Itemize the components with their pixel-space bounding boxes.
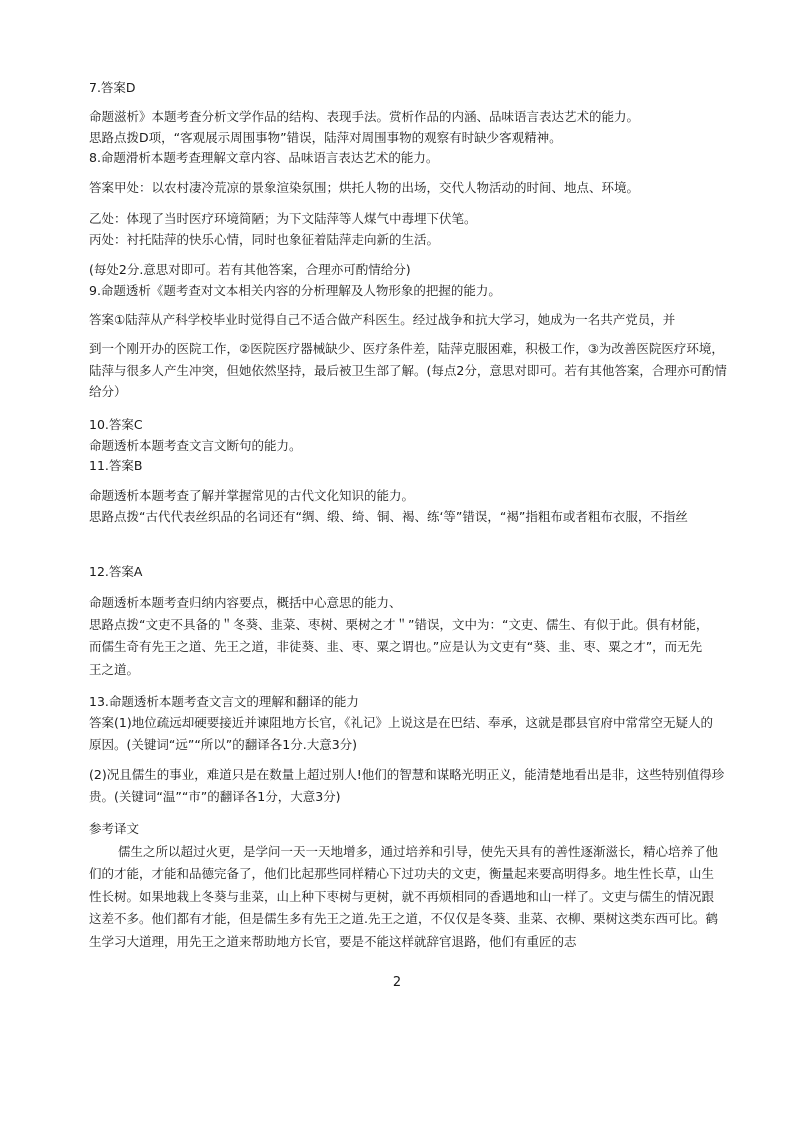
analysis-9-heading: 9.命题透析《题考查对文本相关内容的分析理解及人物形象的把握的能力。 [89, 283, 501, 298]
translation-line-5: 生学习大道理，用先王之道来帮助地方长官，要是不能这样就辞官退路，他们有重匠的志 [89, 934, 577, 949]
translation-line-1: 儒生之所以超过火更，是学问一天一天地增多，通过培养和引导，使先天具有的善性逐渐滋长，精心培养了他 [118, 844, 719, 859]
answer-13-1-line-1: 答案(1)地位疏远却硬要接近并谏阻地方长官，《礼记》上说这是在巴结、奉承，这就是郡县官府中常常空无疑人的 [89, 715, 713, 730]
answer-13-1-line-2: 原因。(关键词“远”“所以”的翻译各1分.大意3分) [89, 737, 358, 752]
analysis-8-heading: 8.命题滑析本题考查理解文章内容、品味语言表达艺术的能力。 [89, 150, 439, 165]
answer-13-2-line-2: 贵。(关键词“温”“市”的翻译各1分，大意3分) [89, 789, 341, 804]
answer-10-heading: 10.答案C [89, 417, 143, 432]
answer-12-heading: 12.答案A [89, 564, 143, 579]
hint-7-text: 思路点拨D项，“客观展示周围事物”错误，陆萍对周围事物的观察有时缺少客观精神。 [89, 130, 562, 145]
hint-11-text: 思路点拨“古代代表丝织品的名词还有“绸、缎、绮、铜、褐、练‘等”错误，“褐”指粗布或者粗布衣服，不指丝 [89, 509, 688, 524]
hint-12-line-1: 思路点拨“文吏不具备的＂冬葵、韭菜、枣树、栗树之才＂”错误，文中为：“文吏、儒生、有似于此。俱有材能， [89, 617, 709, 632]
answer-8-part-a: 答案甲处：以农村凄冷荒凉的景象渲染氛围；烘托人物的出场，交代人物活动的时间、地点、环境。 [89, 180, 640, 195]
translation-line-3: 性长树。如果地栽上冬葵与韭菜，山上种下枣树与更树，就不再烦相同的香遇地和山一样了。文吏与儒生的情况跟 [89, 889, 715, 904]
hint-12-line-3: 王之道。 [89, 662, 140, 677]
answer-9-line-3: 陆萍与很多人产生冲突，但她依然坚持，最后被卫生部了解。(每点2分，意思对即可。若有其他答案，合理亦可酌情 [89, 363, 727, 378]
translation-line-2: 们的才能，才能和品德完备了，他们比起那些同样精心下过功夫的文吏，衡量起来要高明得多。地生性长草，山生 [89, 866, 715, 881]
translation-line-4: 这差不多。他们都有才能，但是儒生多有先王之道.先王之道，不仅仅是冬葵、韭菜、衣柳、栗树这类东西可比。鹤 [89, 911, 718, 926]
answer-13-2-line-1: (2)况且儒生的事业，难道只是在数量上超过别人!他们的智慧和谋略光明正义，能清楚地看出是非，这些特别值得珍 [89, 767, 725, 782]
analysis-11-text: 命题透析本题考查了解并掌握常见的古代文化知识的能力。 [89, 488, 415, 503]
answer-9-line-2: 到一个刚开办的医院工作，②医院医疗器械缺少、医疗条件差，陆萍克服困难，积极工作，③为改善医院医疗环境， [89, 341, 724, 356]
hint-12-line-2: 而儒生奇有先王之道、先王之道，非徒葵、韭、枣、粟之谓也。”应是认为文吏有“葵、韭、枣、粟之才”，而无先 [89, 639, 703, 654]
analysis-7-text: 命题滋析》本题考査分析文学作品的结构、表现手法。赏析作品的内涵、品味语言表达艺术的能力。 [89, 109, 640, 124]
analysis-10-text: 命题透析本题考查文言文断句的能力。 [89, 438, 302, 453]
page-number: 2 [392, 975, 402, 990]
reference-translation-heading: 参考译文 [89, 821, 140, 836]
answer-8-part-c: 丙处：衬托陆萍的快乐心情，同时也象征着陆萍走向新的生活。 [89, 232, 440, 247]
answer-11-heading: 11.答案B [89, 458, 143, 473]
answer-8-part-b: 乙处：体现了当时医疗环境简陋；为下文陆萍等人煤气中毒埋下伏笔。 [89, 211, 477, 226]
answer-7-heading: 7.答案D [89, 80, 136, 95]
analysis-13-heading: 13.命题透析本题考查文言文的理解和翻译的能力 [89, 694, 359, 709]
answer-9-line-4: 给分） [89, 384, 127, 399]
scoring-note-8: (每处2分.意思对即可。若有其他答案，合理亦可酌情给分) [89, 262, 411, 277]
analysis-12-text: 命题透析本题考查归纳内容要点，概括中心意思的能力、 [89, 595, 402, 610]
answer-9-line-1: 答案①陆萍从产科学校毕业时觉得自己不适合做产科医生。经过战争和抗大学习，她成为一名共产党员，并 [89, 312, 676, 327]
